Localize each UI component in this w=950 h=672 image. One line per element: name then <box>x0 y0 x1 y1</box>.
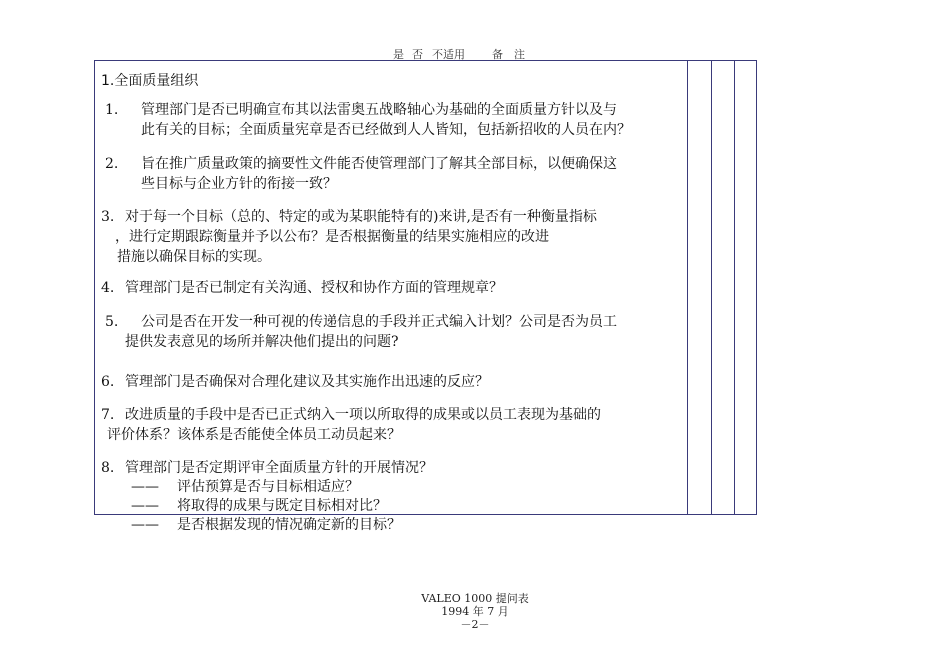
column-header-remarks: 备 注 <box>492 48 525 61</box>
question-number: 7. <box>101 407 115 423</box>
question-number: 4. <box>101 280 115 296</box>
dash-marker: —— <box>131 517 159 533</box>
section-title: 1.全面质量组织 <box>101 73 199 89</box>
question-text-line: 此有关的目标；全面质量宪章是否已经做到人人皆知，包括新招收的人员在内？ <box>141 122 631 138</box>
question-7 <box>101 405 685 445</box>
question-text-line: 措施以确保目标的实现。 <box>117 249 271 265</box>
questionnaire-table <box>94 60 757 533</box>
question-8 <box>101 458 685 535</box>
question-text-line: 管理部门是否确保对合理化建议及其实施作出迅速的反应？ <box>125 374 489 390</box>
question-text-line: 旨在推广质量政策的摘要性文件能否使管理部门了解其全部目标，以便确保这 <box>141 156 617 172</box>
question-text-line: 管理部门是否已制定有关沟通、授权和协作方面的管理规章？ <box>125 280 503 296</box>
dash-marker: —— <box>131 479 159 495</box>
footer-page-number: －2－ <box>460 618 490 631</box>
column-divider-yes <box>687 61 688 514</box>
question-text-line: 提供发表意见的场所并解决他们提出的问题? <box>125 334 399 350</box>
column-divider-no <box>711 61 712 514</box>
sub-item-text: 是否根据发现的情况确定新的目标？ <box>177 517 401 533</box>
question-3 <box>101 207 685 267</box>
question-number: 3. <box>101 209 115 225</box>
sub-item <box>101 516 685 535</box>
column-header-not-applicable: 不适用 <box>432 48 465 61</box>
question-text-line: 管理部门是否定期评审全面质量方针的开展情况？ <box>125 460 433 476</box>
sub-item-text: 评估预算是否与目标相适应？ <box>177 479 359 495</box>
column-header-no: 否 <box>412 48 423 61</box>
question-cell <box>101 71 685 535</box>
dash-marker: —— <box>131 498 159 514</box>
question-1 <box>101 100 685 140</box>
column-divider-not-applicable <box>734 61 735 514</box>
question-number: 5. <box>105 314 119 330</box>
question-6 <box>101 372 685 392</box>
question-text-line: 改进质量的手段中是否已正式纳入一项以所取得的成果或以员工表现为基础的 <box>125 407 601 423</box>
question-text-line: 公司是否在开发一种可视的传递信息的手段并正式编入计划？公司是否为员工 <box>141 314 617 330</box>
question-text-line: 管理部门是否已明确宣布其以法雷奥五战略轴心为基础的全面质量方针以及与 <box>141 102 617 118</box>
footer-date: 1994 年 7 月 <box>441 605 509 618</box>
question-number: 6. <box>101 374 115 390</box>
sub-item-text: 将取得的成果与既定目标相对比？ <box>177 498 387 514</box>
footer-doc-title: VALEO 1000 提问表 <box>421 592 529 605</box>
sub-item <box>101 497 685 516</box>
question-number: 1. <box>105 102 119 118</box>
question-2 <box>101 154 685 194</box>
question-4 <box>101 278 685 298</box>
question-number: 8. <box>101 460 115 476</box>
column-header-yes: 是 <box>393 48 404 61</box>
question-text-line: 些目标与企业方针的衔接一致？ <box>141 176 337 192</box>
question-5 <box>101 312 685 352</box>
question-text-line: 评价体系？该体系是否能使全体员工动员起来？ <box>107 427 401 443</box>
question-number: 2. <box>105 156 119 172</box>
sub-item <box>101 478 685 497</box>
question-text-line: ，进行定期跟踪衡量并予以公布？是否根据衡量的结果实施相应的改进 <box>115 229 549 245</box>
question-text-line: 对于每一个目标（总的、特定的或为某职能特有的)来讲,是否有一种衡量指标 <box>125 209 597 225</box>
